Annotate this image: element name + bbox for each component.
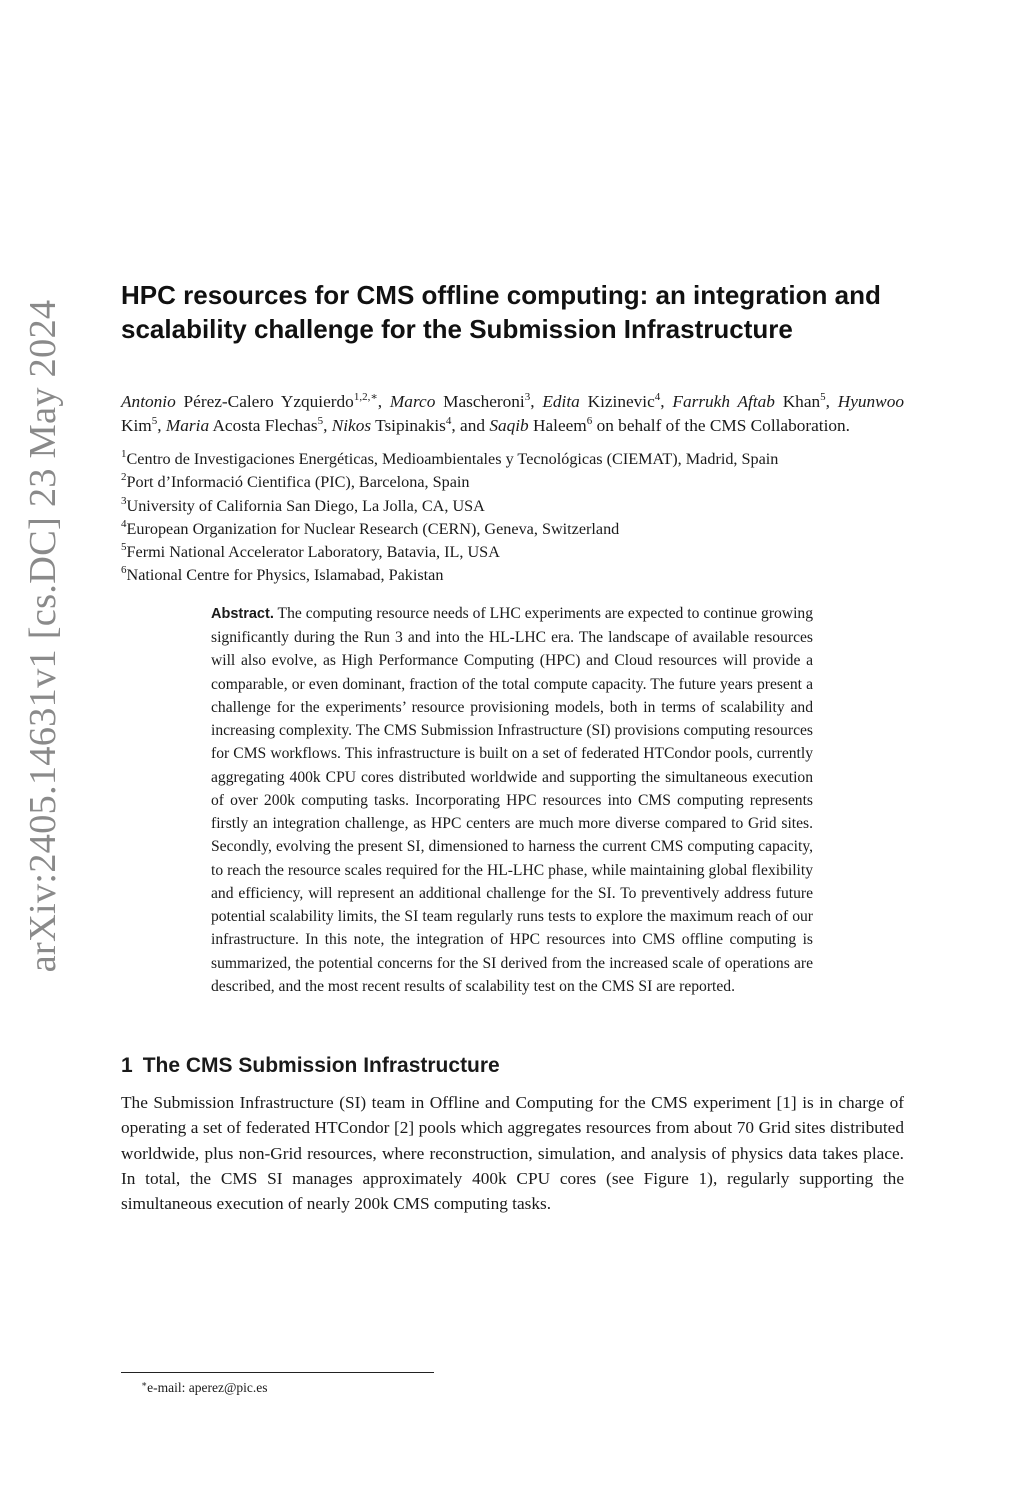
author-first-name: Edita bbox=[542, 392, 580, 411]
author-separator: , bbox=[660, 392, 673, 411]
footnote-rule bbox=[121, 1372, 434, 1373]
author-separator: , bbox=[530, 392, 543, 411]
author-first-name: Nikos bbox=[331, 416, 372, 435]
author-affiliation-mark: 6 bbox=[586, 415, 593, 427]
affiliation-item bbox=[121, 541, 904, 564]
author-affiliation-mark: 5 bbox=[317, 415, 324, 427]
affiliation-number: 5 bbox=[121, 541, 127, 554]
section-body: The Submission Infrastructure (SI) team in Offline and Computing for the CMS experiment [1] is in charge of operating a set of federated HTCondor [2] pools which aggregates resources from about 70 Grid sites distributed worldwide, plus non-Grid resources, where reconstruction, simulation, and analysis of physics data takes place. In total, the CMS SI manages approximately 400k CPU cores (see Figure 1), regularly supporting the simultaneous execution of nearly 200k CMS computing tasks. bbox=[121, 1093, 904, 1214]
author-separator: , bbox=[377, 392, 390, 411]
abstract bbox=[211, 602, 813, 998]
author-list bbox=[121, 390, 904, 438]
author bbox=[672, 392, 837, 411]
author-affiliation-mark: 4 bbox=[445, 415, 452, 427]
author-last-name: Kizinevic bbox=[587, 392, 655, 411]
affiliation-text: Port d’Informació Cientifica (PIC), Barcelona, Spain bbox=[126, 473, 470, 492]
author-last-name: Kim bbox=[121, 416, 152, 435]
affiliation-item bbox=[121, 518, 904, 541]
author-affiliation-mark: 3 bbox=[524, 391, 531, 403]
author-last-name: Tsipinakis bbox=[375, 416, 446, 435]
author bbox=[166, 416, 332, 435]
affiliation-number: 3 bbox=[121, 494, 127, 507]
affiliation-number: 2 bbox=[121, 471, 127, 484]
author-first-name: Antonio bbox=[121, 392, 176, 411]
author-first-name: Saqib bbox=[489, 416, 529, 435]
footnote-mark: ∗ bbox=[141, 1379, 148, 1389]
affiliation-text: Fermi National Accelerator Laboratory, Batavia, IL, USA bbox=[126, 543, 500, 562]
arxiv-identifier-text: arXiv:2405.14631v1 [cs.DC] 23 May 2024 bbox=[22, 299, 64, 973]
affiliation-number: 1 bbox=[121, 448, 127, 460]
affiliation-number: 6 bbox=[121, 564, 127, 577]
affiliation-item bbox=[121, 564, 904, 587]
affiliation-text: Centro de Investigaciones Energéticas, Medioambientales y Tecnológicas (CIEMAT), Madrid, Spain bbox=[126, 450, 779, 468]
author-affiliation-mark: 5 bbox=[820, 391, 826, 403]
paper-content bbox=[121, 278, 904, 1217]
author-affiliation-mark: 5 bbox=[151, 415, 158, 427]
author bbox=[542, 392, 672, 411]
section-heading bbox=[121, 1052, 904, 1080]
author-separator: , bbox=[323, 416, 332, 435]
author-first-name: Hyunwoo bbox=[837, 392, 904, 411]
section-number: 1 bbox=[121, 1054, 133, 1078]
affiliation-text: National Centre for Physics, Islamabad, Pakistan bbox=[126, 566, 444, 585]
author bbox=[390, 392, 542, 411]
author-affiliation-mark: 4 bbox=[654, 391, 661, 403]
affiliation-number: 4 bbox=[121, 517, 127, 530]
author-first-name: Marco bbox=[389, 392, 436, 411]
abstract-label: Abstract. bbox=[211, 605, 274, 622]
author-last-name: Mascheroni bbox=[443, 392, 525, 411]
author-last-name: Khan bbox=[782, 392, 821, 411]
footnote bbox=[141, 1379, 268, 1397]
author-first-name: Farrukh Aftab bbox=[672, 392, 775, 411]
author-last-name: Pérez-Calero Yzquierdo bbox=[183, 392, 354, 411]
affiliation-text: University of California San Diego, La Jolla, CA, USA bbox=[126, 496, 485, 515]
author-last-name: Haleem bbox=[533, 416, 587, 435]
affiliation-text: European Organization for Nuclear Research (CERN), Geneva, Switzerland bbox=[126, 519, 620, 538]
author bbox=[489, 416, 596, 435]
paper-title: HPC resources for CMS offline computing: an integration and scalability challenge for the Submission Infrastructure bbox=[121, 280, 881, 344]
author bbox=[332, 416, 490, 435]
author-affiliation-mark: 1,2,∗ bbox=[353, 391, 378, 403]
abstract-text: The computing resource needs of LHC experiments are expected to continue growing significantly during the Run 3 and into the HL-LHC era. The landscape of available resources will also evolve, as High Performance Computing (HPC) and Cloud resources will provide a comparable, or even dominant, fraction of the total compute capacity. The future years present a challenge for the experiments’ resource provisioning models, both in terms of scalability and increasing complexity. The CMS Submission Infrastructure (SI) provisions computing resources for CMS workflows. This infrastructure is built on a set of federated HTCondor pools, currently aggregating 400k CPU cores distributed worldwide and supporting the simultaneous execution of over 200k computing tasks. Incorporating HPC resources into CMS computing represents firstly an integration challenge, as HPC centers are much more diverse compared to Grid sites. Secondly, evolving the present SI, dimensioned to harness the current CMS computing capacity, to reach the resource scales required for the HL-LHC phase, while maintaining global flexibility and efficiency, will represent an additional challenge for the SI. To preventively address future potential scalability limits, the SI team regularly runs tests to explore the maximum reach of our infrastructure. In this note, the integration of HPC resources into CMS offline computing is summarized, the potential concerns for the SI derived from the increased scale of operations are described, and the most recent results of scalability test on the CMS SI are reported. bbox=[211, 604, 813, 995]
author-last-name: Acosta Flechas bbox=[212, 416, 318, 435]
author-separator: , bbox=[825, 392, 838, 411]
author-separator: , and bbox=[451, 416, 490, 435]
affiliation-item bbox=[121, 471, 904, 494]
affiliation-item bbox=[121, 495, 904, 518]
section-title: The CMS Submission Infrastructure bbox=[142, 1054, 500, 1078]
affiliation-list bbox=[121, 448, 904, 588]
author-first-name: Maria bbox=[165, 416, 210, 435]
authors-suffix: on behalf of the CMS Collaboration. bbox=[596, 416, 850, 435]
author bbox=[121, 392, 390, 411]
affiliation-item bbox=[121, 448, 904, 471]
author-separator: , bbox=[157, 416, 166, 435]
footnote-text: e-mail: aperez@pic.es bbox=[147, 1380, 268, 1395]
